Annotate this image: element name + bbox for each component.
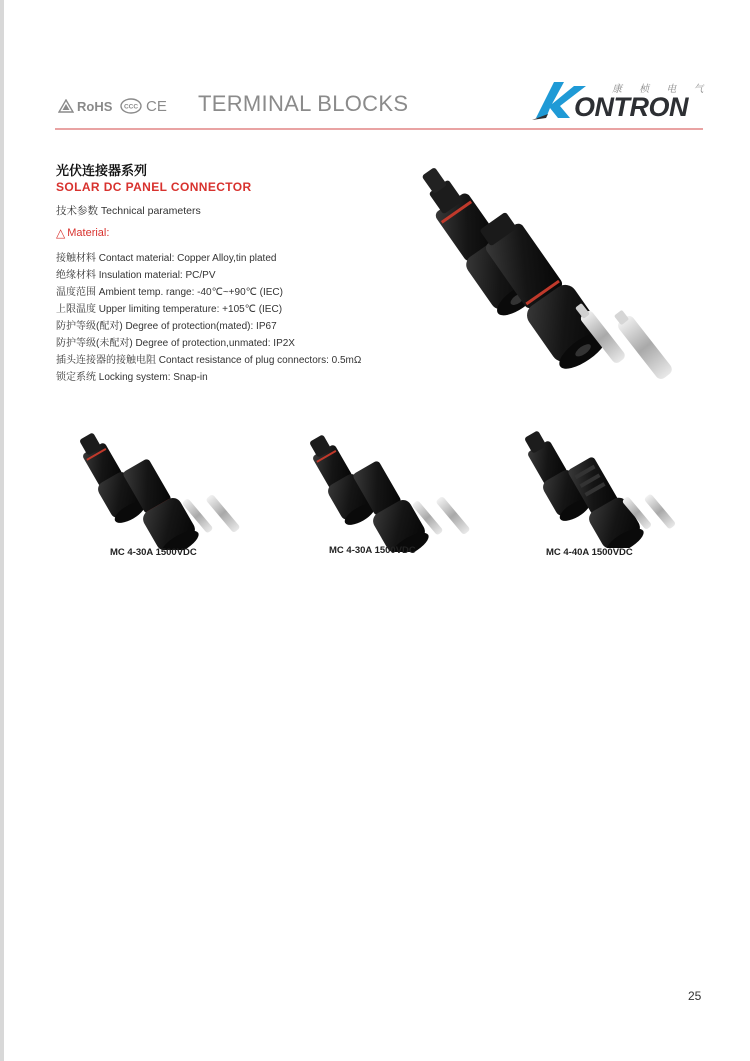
page-header (0, 0, 750, 140)
rohs-mark: RoHS (77, 98, 113, 114)
product-title-english: SOLAR DC PANEL CONNECTOR (56, 180, 252, 194)
parameter-item: 插头连接器的接触电阻 Contact resistance of plug connectors: 0.5mΩ (56, 355, 362, 366)
brand-logo (530, 74, 702, 124)
product-photo-mc4-40a (515, 418, 715, 548)
parameter-item: 锁定系统 Locking system: Snap-in (56, 372, 208, 383)
page-edge-rule (0, 0, 4, 1061)
ce-mark: CE (146, 97, 167, 115)
page-number: 25 (688, 989, 702, 1003)
product-caption: MC 4-30A 1500VDC (110, 547, 197, 558)
parameter-item: 绝缘材料 Insulation material: PC/PV (56, 270, 216, 281)
parameter-item: 接触材料 Contact material: Copper Alloy,tin plated (56, 253, 277, 264)
svg-text:ONTRON: ONTRON (574, 92, 688, 122)
parameter-item: 防护等级(未配对) Degree of protection,unmated: IP2X (56, 338, 295, 349)
technical-parameters-heading: 技术参数 Technical parameters (56, 205, 201, 217)
parameter-item: 上限温度 Upper limiting temperature: +105℃ (IEC) (56, 304, 283, 315)
section-title: TERMINAL BLOCKS (198, 91, 409, 116)
product-photo-mc4-30a (300, 422, 500, 552)
hero-connector-photo (410, 150, 710, 390)
svg-text:CCC: CCC (123, 103, 139, 111)
triangle-icon: △ (56, 226, 66, 240)
header-divider (55, 128, 703, 130)
material-heading-label: Material: (67, 227, 110, 239)
product-caption: MC 4-30A 1500VDC (329, 545, 416, 556)
product-caption: MC 4-40A 1500VDC (546, 547, 633, 558)
brand-chinese-name: 康 桢 电 气 (612, 84, 711, 95)
parameter-item: 温度范围 Ambient temp. range: -40℃~+90℃ (IEC) (56, 287, 283, 298)
product-photo-mc4-30a (70, 420, 270, 550)
warning-triangle-icon (58, 97, 76, 115)
parameter-list (56, 250, 361, 386)
parameter-item: 防护等级(配对) Degree of protection(mated): IP67 (56, 321, 277, 332)
ccc-mark-icon (120, 97, 142, 115)
material-heading (56, 226, 109, 240)
product-title-chinese: 光伏连接器系列 (56, 164, 148, 179)
